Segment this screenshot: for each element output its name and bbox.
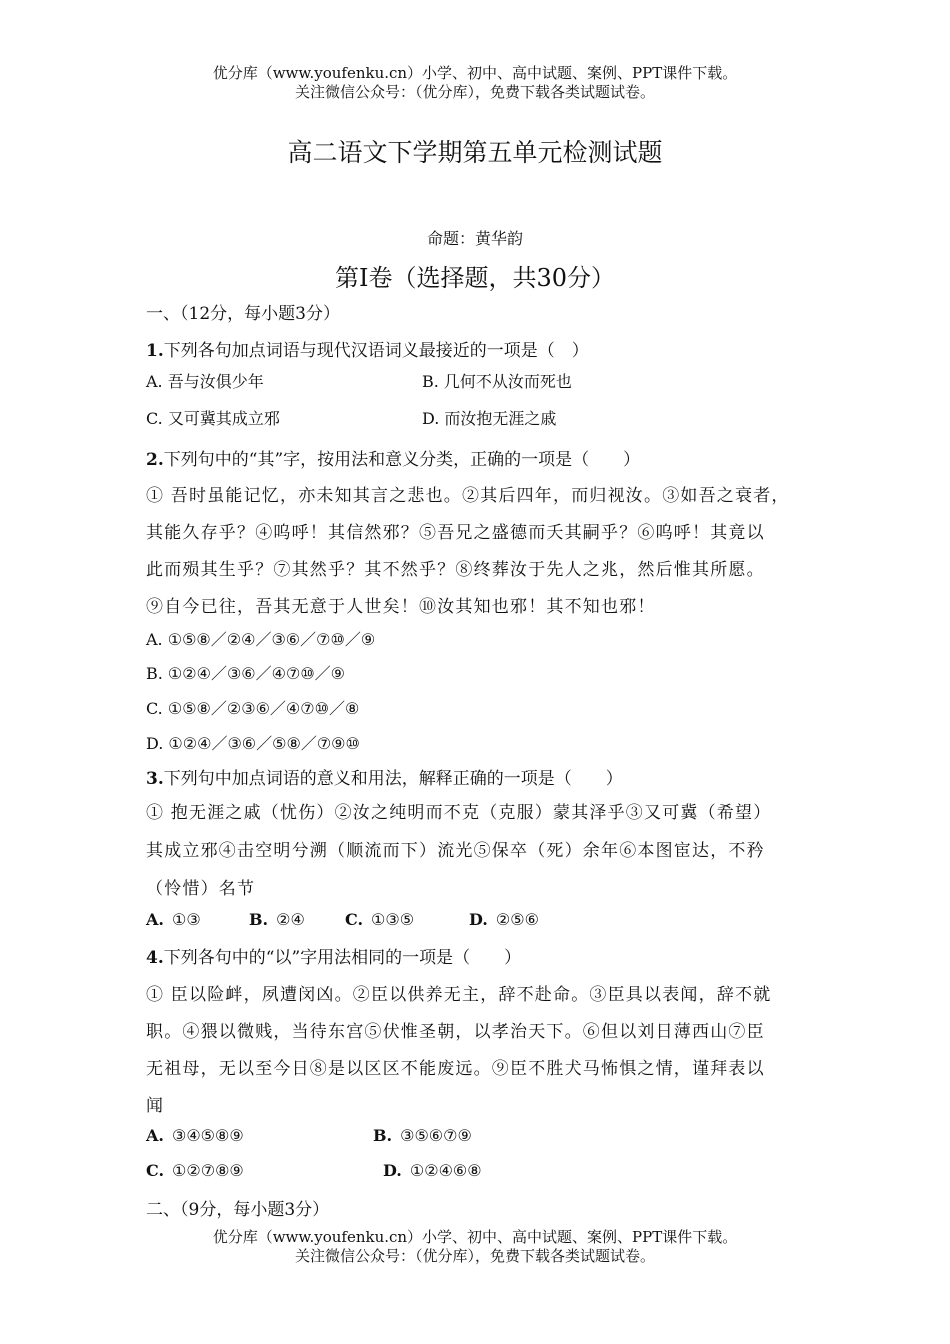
- question-2-text-line-3: 此而殒其生乎？⑦其然乎？其不然乎？⑧终葬汝于先人之兆，然后惟其所愿。: [146, 560, 765, 580]
- section-one-heading: 一、（12分，每小题3分）: [146, 304, 340, 324]
- question-number: 2.: [146, 450, 164, 470]
- question-1-option-d: D. 而汝抱无涯之戚: [422, 409, 557, 428]
- section-two-heading: 二、（9分，每小题3分）: [146, 1200, 330, 1220]
- question-4-stem: 4.下列各句中的“以”字用法相同的一项是（ ）: [146, 948, 522, 968]
- question-1-option-b: B. 几何不从汝而死也: [422, 372, 572, 391]
- question-3-option-a: [146, 910, 201, 929]
- option-value: ①③: [171, 910, 201, 929]
- question-4-option-d: [383, 1161, 482, 1180]
- option-letter: D.: [469, 910, 488, 929]
- question-4-option-b: [373, 1126, 472, 1145]
- question-2-text-line-2: 其能久存乎？④呜呼！其信然邪？⑤吾兄之盛德而夭其嗣乎？⑥呜呼！其竟以: [146, 523, 765, 543]
- question-4-option-a: [146, 1126, 244, 1145]
- question-2-stem: 2.下列句中的“其”字，按用法和意义分类，正确的一项是（ ）: [146, 450, 641, 470]
- option-letter: B.: [249, 910, 269, 929]
- question-2-option-a: A. ①⑤⑧／②④／③⑥／⑦⑩／⑨: [146, 630, 376, 649]
- question-number: 1.: [146, 341, 164, 361]
- question-1-option-c: C. 又可冀其成立邪: [146, 409, 280, 428]
- option-value: ③⑤⑥⑦⑨: [400, 1126, 472, 1145]
- question-4-text-line-4: 闻: [146, 1096, 165, 1116]
- option-value: ①②⑦⑧⑨: [172, 1161, 244, 1180]
- question-4-text-line-3: 无祖母，无以至今日⑧是以区区不能废远。⑨臣不胜犬马怖惧之情，谨拜表以: [146, 1059, 765, 1079]
- header-line-1: 优分库（www.youfenku.cn）小学、初中、高中试题、案例、PPT课件下载。: [212, 64, 738, 82]
- option-letter: B.: [373, 1126, 393, 1145]
- page-title: 高二语文下学期第五单元检测试题: [287, 138, 663, 167]
- option-letter: A.: [146, 1126, 164, 1145]
- question-number: 4.: [146, 948, 164, 968]
- question-3-stem: 3.下列句中加点词语的意义和用法，解释正确的一项是（ ）: [146, 769, 623, 789]
- question-number: 3.: [146, 769, 164, 789]
- question-3-option-d: [469, 910, 539, 929]
- question-3-option-c: [345, 910, 414, 929]
- question-3-text-line-3: （怜惜）名节: [146, 879, 256, 899]
- question-4-text-line-2: 职。④猥以微贱，当待东宫⑤伏惟圣朝，以孝治天下。⑥但以刘日薄西山⑦臣: [146, 1022, 765, 1042]
- volume-title: 第Ⅰ卷（选择题，共30分）: [334, 264, 616, 292]
- footer-line-1: 优分库（www.youfenku.cn）小学、初中、高中试题、案例、PPT课件下载。: [212, 1228, 738, 1246]
- author-line: 命题：黄华韵: [426, 229, 523, 248]
- question-1-stem: 1.下列各句加点词语与现代汉语词义最接近的一项是（ ）: [146, 341, 589, 361]
- option-value: ①②④⑥⑧: [409, 1161, 482, 1180]
- option-value: ③④⑤⑧⑨: [171, 1126, 244, 1145]
- question-2-option-c: C. ①⑤⑧／②③⑥／④⑦⑩／⑧: [146, 699, 360, 718]
- question-3-option-b: [249, 910, 305, 929]
- option-letter: C.: [345, 910, 364, 929]
- question-3-text-line-2: 其成立邪④击空明兮溯（顺流而下）流光⑤保卒（死）余年⑥本图宦达，不矜: [146, 841, 765, 861]
- question-3-text-line-1: ① 抱无涯之戚（忧伤）②汝之纯明而不克（克服）蒙其泽乎③又可冀（希望）: [146, 803, 772, 823]
- question-2-option-b: B. ①②④／③⑥／④⑦⑩／⑨: [146, 664, 346, 683]
- option-value: ②⑤⑥: [495, 910, 539, 929]
- question-1-option-a: A. 吾与汝俱少年: [146, 372, 264, 391]
- question-2-text-line-4: ⑨自今已往，吾其无意于人世矣！⑩汝其知也邪！其不知也邪！: [146, 597, 656, 617]
- question-4-option-c: [146, 1161, 244, 1180]
- option-letter: C.: [146, 1161, 165, 1180]
- option-value: ②④: [276, 910, 305, 929]
- option-value: ①③⑤: [371, 910, 415, 929]
- option-letter: A.: [146, 910, 164, 929]
- footer-line-2: 关注微信公众号：（优分库），免费下载各类试题试卷。: [294, 1247, 655, 1265]
- header-line-2: 关注微信公众号：（优分库），免费下载各类试题试卷。: [294, 83, 655, 101]
- option-letter: D.: [383, 1161, 402, 1180]
- question-4-text-line-1: ① 臣以险衅，夙遭闵凶。②臣以供养无主，辞不赴命。③臣具以表闻，辞不就: [146, 985, 772, 1005]
- question-2-text-line-1: ① 吾时虽能记忆，亦未知其言之悲也。②其后四年，而归视汝。③如吾之衰者，: [146, 486, 790, 506]
- question-2-option-d: D. ①②④／③⑥／⑤⑧／⑦⑨⑩: [146, 734, 360, 753]
